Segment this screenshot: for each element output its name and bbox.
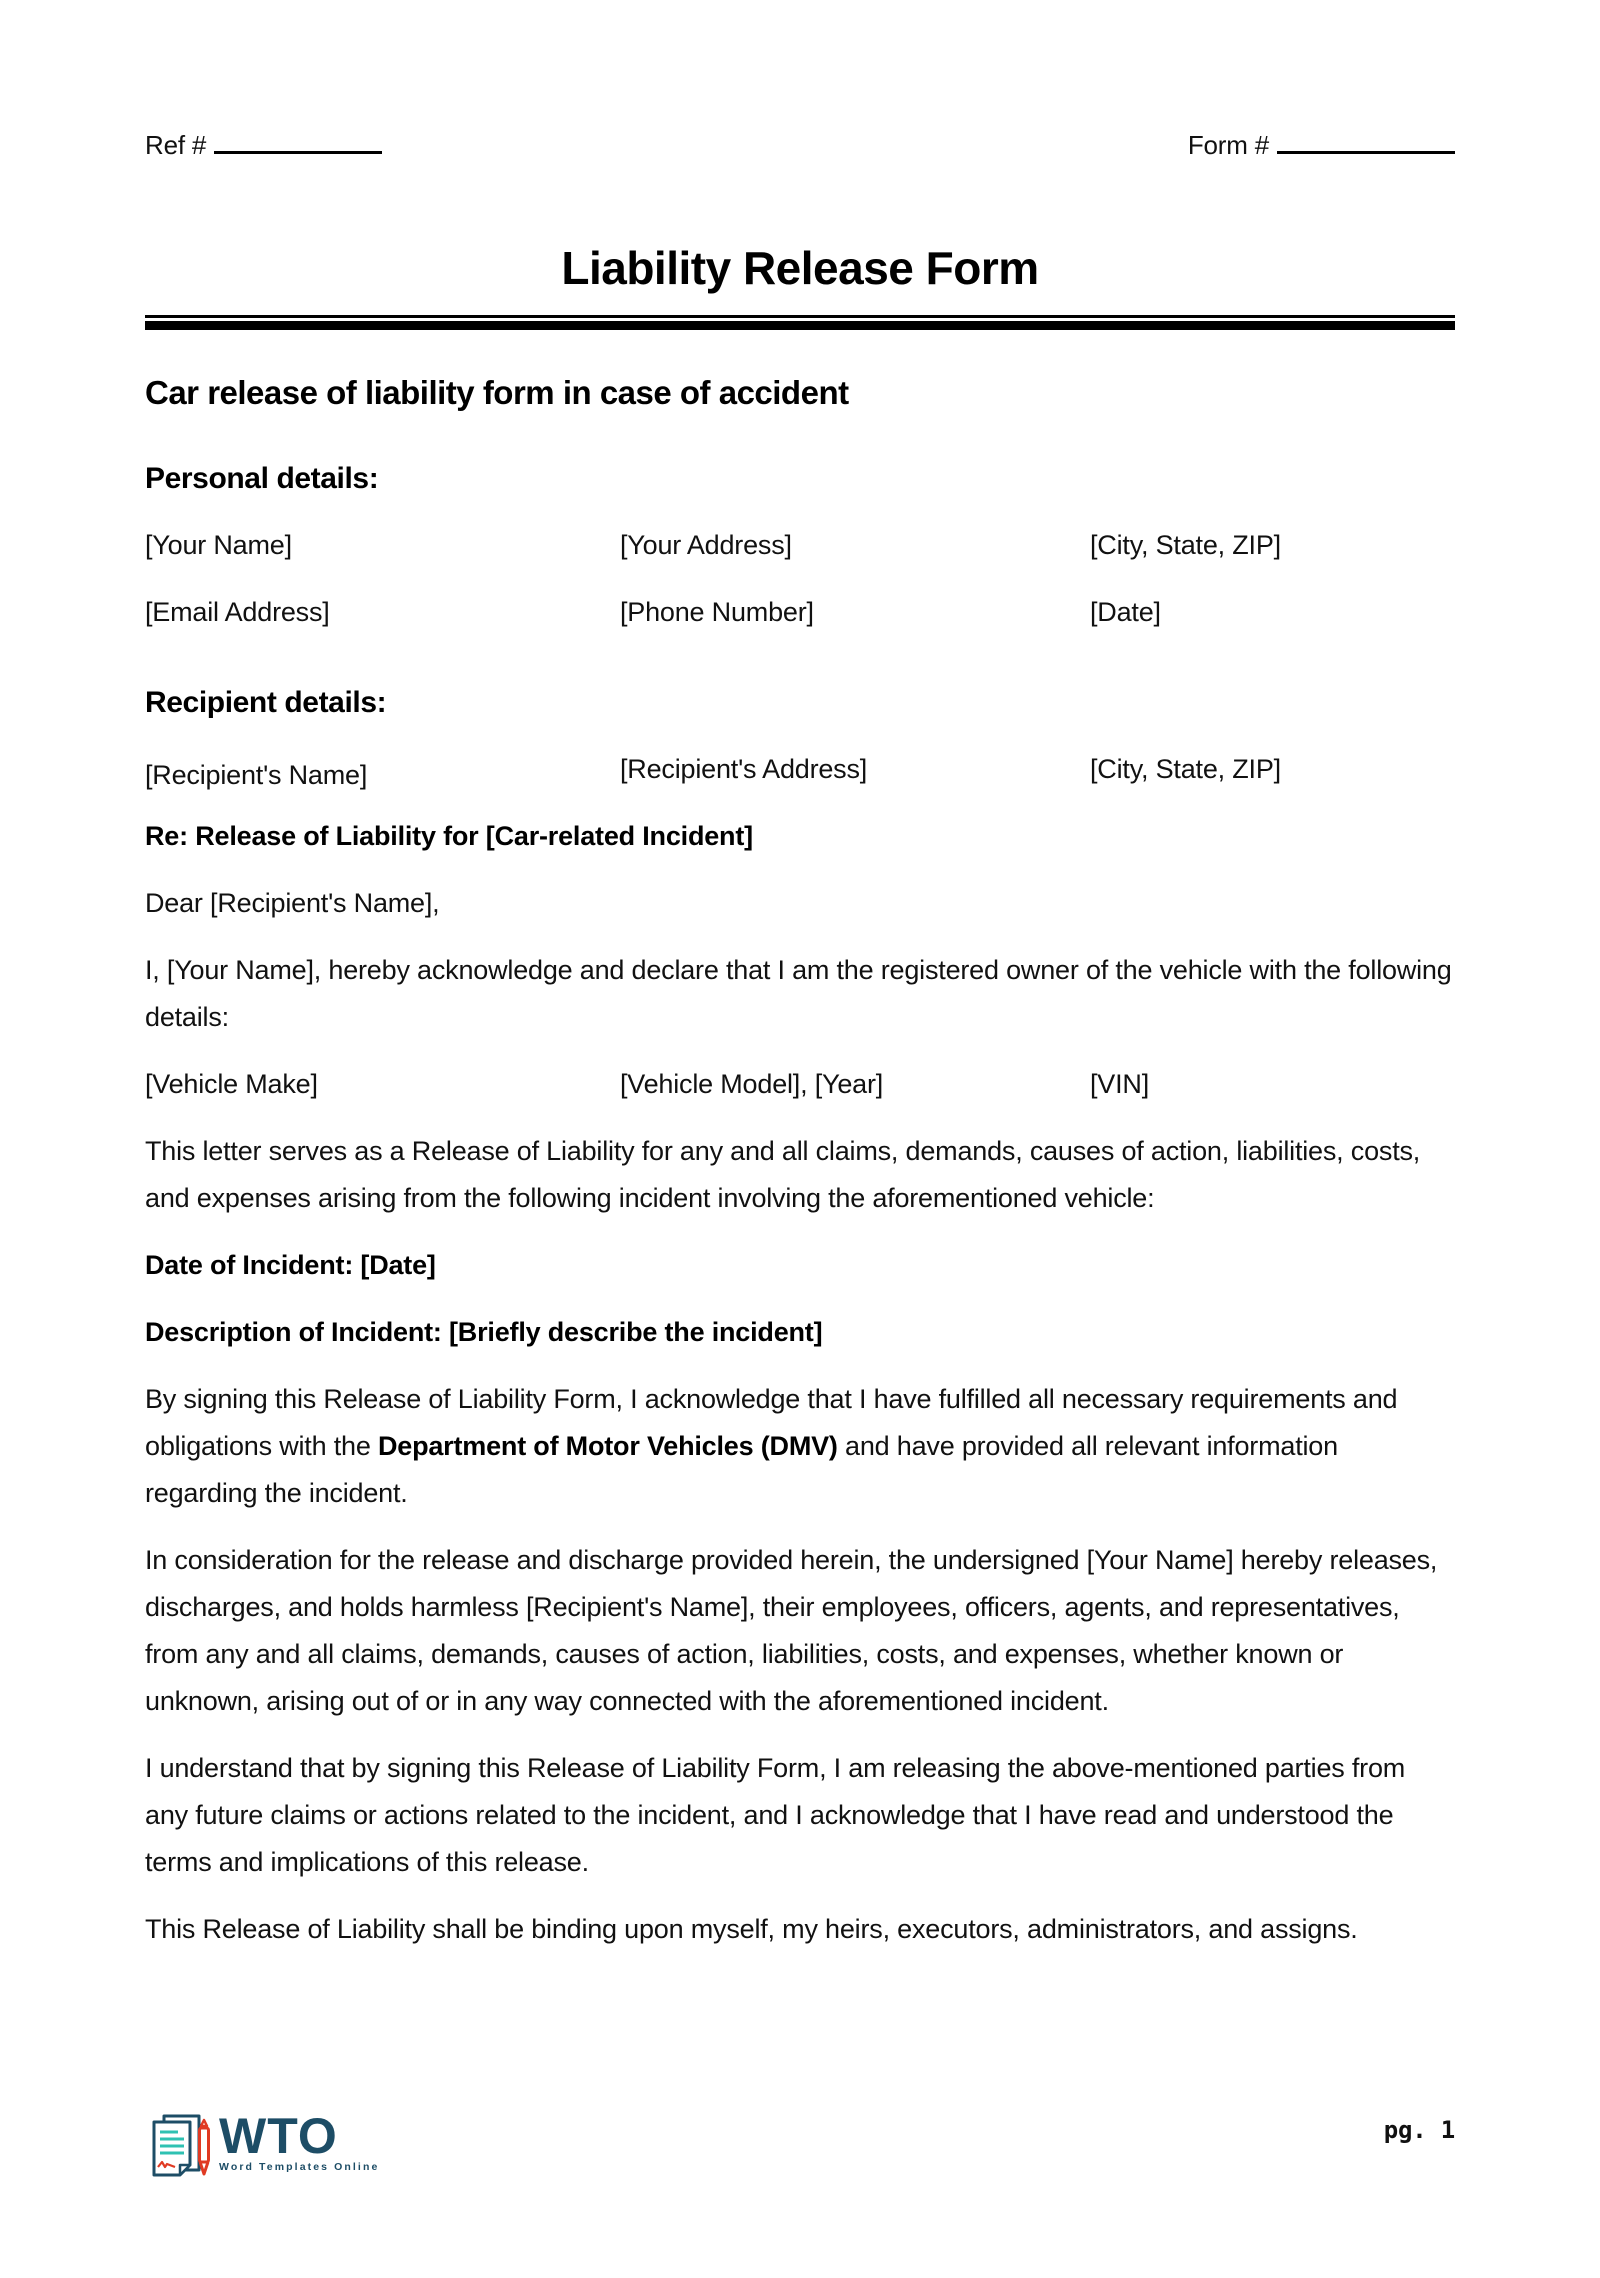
recipient-address-placeholder: [Recipient's Address]	[620, 754, 868, 784]
email-address-placeholder: [Email Address]	[145, 597, 330, 627]
title-divider	[145, 315, 1455, 330]
vehicle-make-placeholder: [Vehicle Make]	[145, 1069, 318, 1099]
divider-thin-line	[145, 315, 1455, 318]
phone-number-placeholder: [Phone Number]	[620, 597, 814, 627]
re-subject-line: Re: Release of Liability for [Car-related Incident]	[145, 821, 753, 851]
wto-logo	[147, 2108, 380, 2185]
personal-details-heading: Personal details:	[145, 462, 379, 495]
vehicle-model-year-placeholder: [Vehicle Model], [Year]	[620, 1069, 884, 1099]
page-number: pg. 1	[1383, 2116, 1455, 2144]
form-blank-line	[1277, 150, 1455, 154]
document-subtitle: Car release of liability form in case of accident	[145, 374, 849, 411]
binding-paragraph: This Release of Liability shall be binding upon myself, my heirs, executors, administrators, and assigns.	[145, 1914, 1358, 1944]
date-placeholder: [Date]	[1090, 597, 1161, 627]
recipient-name-placeholder: [Recipient's Name]	[145, 760, 368, 790]
recipient-details-row	[145, 746, 1455, 793]
your-address-placeholder: [Your Address]	[620, 530, 792, 560]
ref-blank-line	[214, 150, 382, 154]
release-purpose-paragraph: This letter serves as a Release of Liability for any and all claims, demands, causes of action, liabilities, costs, and expenses arising from the following incident involving the aforementioned vehicle:	[145, 1136, 1421, 1213]
date-of-incident-line: Date of Incident: [Date]	[145, 1250, 436, 1280]
your-name-placeholder: [Your Name]	[145, 530, 292, 560]
ref-number-field	[145, 130, 382, 161]
pen-icon	[200, 2120, 209, 2174]
recipient-details-heading: Recipient details:	[145, 686, 387, 719]
form-label: Form #	[1187, 130, 1269, 160]
dmv-bold-phrase: Department of Motor Vehicles (DMV)	[377, 1431, 838, 1461]
divider-thick-line	[145, 321, 1455, 330]
salutation: Dear [Recipient's Name],	[145, 888, 440, 918]
personal-details-row-2	[145, 589, 1455, 636]
dmv-paragraph	[145, 1376, 1455, 1517]
understanding-paragraph: I understand that by signing this Release of Liability Form, I am releasing the above-mentioned parties from any future claims or actions related to the incident, and I acknowledge that I have read and understood the terms and implications of this release.	[145, 1753, 1406, 1877]
dmv-paragraph-post: and have provided all relevant information regarding the incident.	[145, 1431, 1338, 1508]
wto-logo-tagline: Word Templates Online	[219, 2161, 380, 2173]
page-title: Liability Release Form	[561, 242, 1039, 294]
form-number-field	[1188, 130, 1455, 161]
wto-logo-text	[219, 2108, 380, 2173]
wto-logo-icon	[147, 2112, 213, 2185]
consideration-paragraph: In consideration for the release and discharge provided herein, the undersigned [Your Name] hereby releases, discharges, and holds harmless [Recipient's Name], their employees, officers, agents, and representatives, from any and all claims, demands, causes of action, liabilities, costs, and expenses, whether known or unknown, arising out of or in any way connected with the aforementioned incident.	[145, 1545, 1438, 1716]
ref-label: Ref #	[145, 130, 207, 160]
vehicle-details-row	[145, 1061, 1455, 1108]
vin-placeholder: [VIN]	[1090, 1069, 1150, 1099]
recipient-city-state-zip-placeholder: [City, State, ZIP]	[1090, 754, 1281, 784]
description-of-incident-line: Description of Incident: [Briefly describe the incident]	[145, 1317, 823, 1347]
wto-logo-acronym: WTO	[219, 2108, 338, 2164]
owner-declaration-paragraph: I, [Your Name], hereby acknowledge and declare that I am the registered owner of the vehicle with the following details:	[145, 955, 1452, 1032]
dmv-paragraph-pre: By signing this Release of Liability Form, I acknowledge that I have fulfilled all necessary requirements and obligations with the	[145, 1384, 1398, 1461]
personal-details-row-1	[145, 522, 1455, 569]
reference-header	[145, 0, 1455, 161]
city-state-zip-placeholder: [City, State, ZIP]	[1090, 530, 1281, 560]
